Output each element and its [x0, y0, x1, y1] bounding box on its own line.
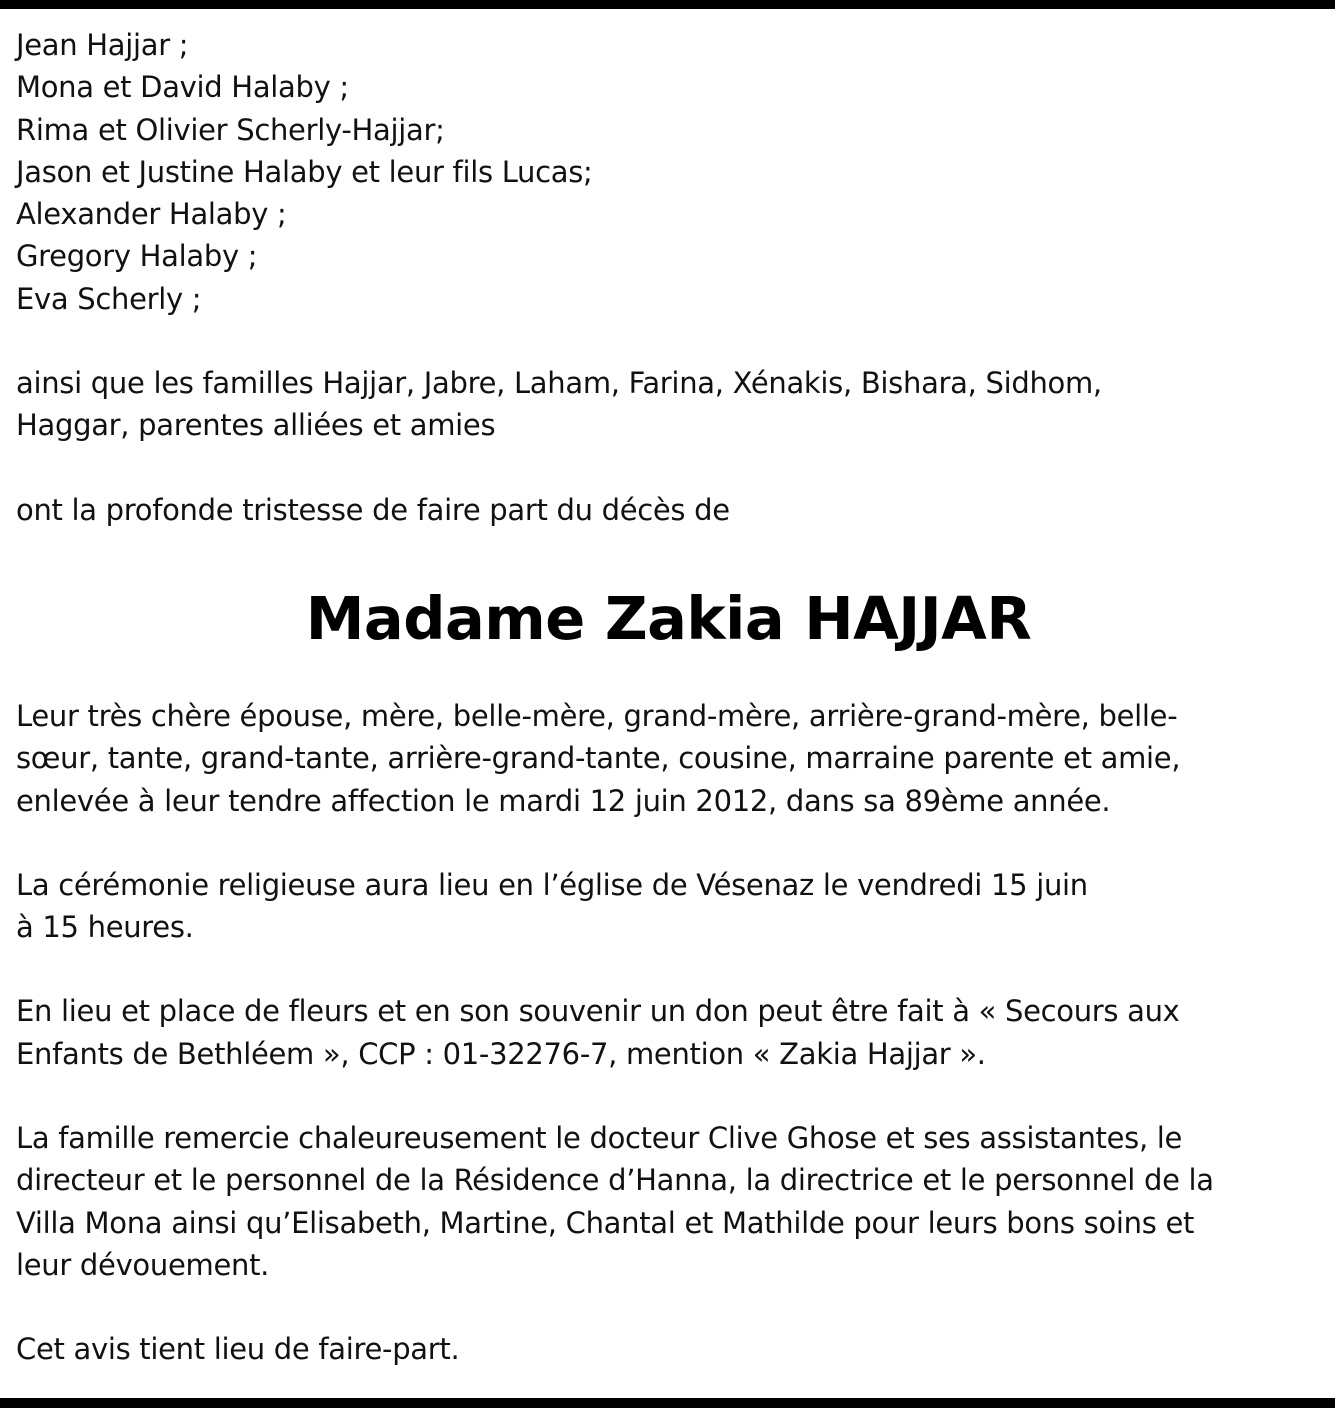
thanks-line: directeur et le personnel de la Résidence d’Hanna, la directrice et le personnel de la [16, 1163, 1214, 1198]
top-border-rule [0, 0, 1335, 9]
extended-families-line: Haggar, parentes alliées et amies [16, 408, 496, 443]
family-member-line: Gregory Halaby ; [16, 239, 258, 274]
family-member-line: Rima et Olivier Scherly-Hajjar; [16, 112, 445, 147]
closing-paragraph [16, 1328, 1321, 1370]
deceased-name-heading: Madame Zakia HAJJAR [305, 583, 1032, 653]
donation-line: Enfants de Bethléem », CCP : 01-32276-7, mention « Zakia Hajjar ». [16, 1036, 986, 1071]
donation-line: En lieu et place de fleurs et en son souvenir un don peut être fait à « Secours aux [16, 994, 1180, 1029]
ceremony-paragraph [16, 864, 1321, 949]
thanks-paragraph [16, 1117, 1321, 1286]
obituary-notice [16, 24, 1321, 1371]
family-list [16, 24, 1321, 320]
extended-families-paragraph [16, 362, 1321, 447]
relations-line: enlevée à leur tendre affection le mardi 12 juin 2012, dans sa 89ème année. [16, 783, 1111, 818]
family-member-line: Alexander Halaby ; [16, 197, 287, 232]
thanks-line: La famille remercie chaleureusement le docteur Clive Ghose et ses assistantes, le [16, 1121, 1183, 1156]
donation-paragraph [16, 990, 1321, 1075]
announcement-paragraph [16, 489, 1321, 531]
family-member-line: Mona et David Halaby ; [16, 70, 349, 105]
family-member-line: Jason et Justine Halaby et leur fils Lucas; [16, 154, 593, 189]
extended-families-line: ainsi que les familles Hajjar, Jabre, Laham, Farina, Xénakis, Bishara, Sidhom, [16, 366, 1102, 401]
relations-paragraph [16, 695, 1321, 822]
announcement-line: ont la profonde tristesse de faire part du décès de [16, 492, 730, 527]
relations-line: Leur très chère épouse, mère, belle-mère, grand-mère, arrière-grand-mère, belle- [16, 698, 1178, 733]
family-member-line: Jean Hajjar ; [16, 28, 189, 62]
bottom-border-rule [0, 1398, 1335, 1408]
ceremony-line: La cérémonie religieuse aura lieu en l’église de Vésenaz le vendredi 15 juin [16, 867, 1088, 902]
closing-line: Cet avis tient lieu de faire-part. [16, 1332, 460, 1367]
thanks-line: leur dévouement. [16, 1247, 270, 1282]
family-member-line: Eva Scherly ; [16, 281, 202, 316]
relations-line: sœur, tante, grand-tante, arrière-grand-tante, cousine, marraine parente et amie, [16, 741, 1181, 776]
ceremony-line: à 15 heures. [16, 910, 194, 945]
thanks-line: Villa Mona ainsi qu’Elisabeth, Martine, Chantal et Mathilde pour leurs bons soins et [16, 1205, 1195, 1240]
